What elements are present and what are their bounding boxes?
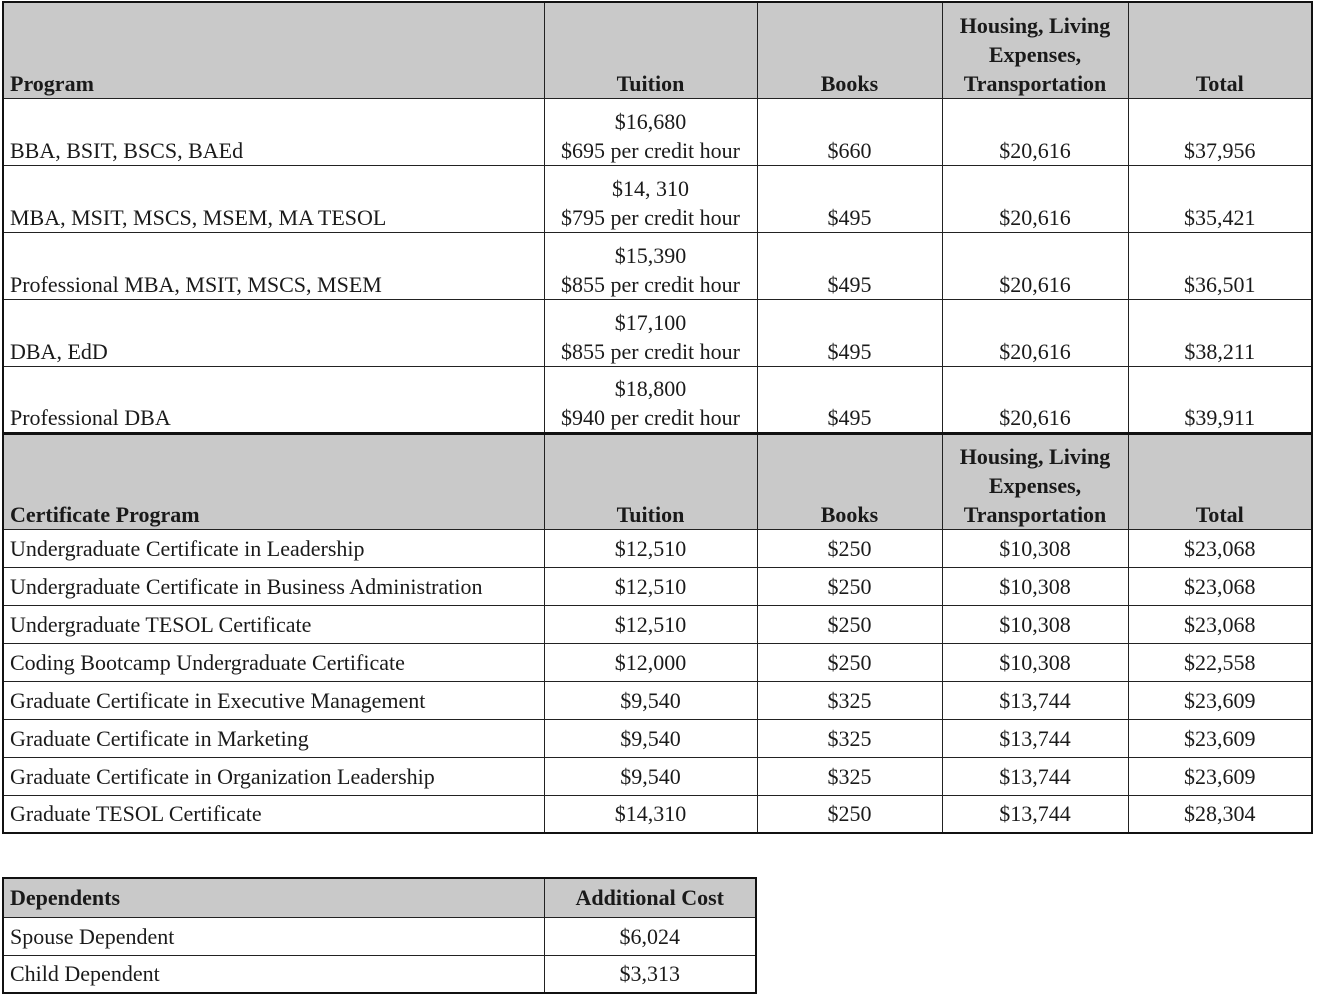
books-cell: $660 bbox=[757, 98, 942, 165]
program-row bbox=[3, 366, 1312, 433]
tuition-cell: $9,540 bbox=[544, 681, 757, 719]
housing-cell: $20,616 bbox=[942, 366, 1128, 433]
total-column-header: Total bbox=[1128, 2, 1312, 98]
housing-cell: $10,308 bbox=[942, 567, 1128, 605]
total-cell: $38,211 bbox=[1128, 299, 1312, 366]
housing-column-header bbox=[942, 2, 1128, 98]
housing-cell: $13,744 bbox=[942, 681, 1128, 719]
housing-header-line: Housing, Living bbox=[959, 443, 1111, 469]
dependents-table bbox=[2, 877, 757, 994]
total-cell: $39,911 bbox=[1128, 366, 1312, 433]
housing-header-line: Transportation bbox=[963, 501, 1107, 527]
housing-header-line: Housing, Living bbox=[959, 12, 1111, 38]
total-cell: $22,558 bbox=[1128, 643, 1312, 681]
housing-cell: $20,616 bbox=[942, 98, 1128, 165]
books-cell: $250 bbox=[757, 643, 942, 681]
program-name: Professional MBA, MSIT, MSCS, MSEM bbox=[3, 232, 544, 299]
total-cell: $23,068 bbox=[1128, 567, 1312, 605]
program-row bbox=[3, 165, 1312, 232]
total-cell: $28,304 bbox=[1128, 795, 1312, 833]
housing-column-header bbox=[942, 433, 1128, 529]
cost-table bbox=[2, 1, 1313, 834]
housing-cell: $20,616 bbox=[942, 299, 1128, 366]
certificate-name: Undergraduate TESOL Certificate bbox=[3, 605, 544, 643]
books-cell: $325 bbox=[757, 681, 942, 719]
housing-header-line: Transportation bbox=[963, 70, 1107, 96]
tuition-amount: $17,100 bbox=[614, 309, 687, 335]
tuition-cell bbox=[544, 165, 757, 232]
books-column-header: Books bbox=[757, 2, 942, 98]
books-column-header: Books bbox=[757, 433, 942, 529]
tuition-cell: $12,510 bbox=[544, 605, 757, 643]
tuition-amount: $18,800 bbox=[614, 375, 687, 401]
dependent-name: Spouse Dependent bbox=[3, 917, 544, 955]
housing-cell: $13,744 bbox=[942, 757, 1128, 795]
total-cell: $35,421 bbox=[1128, 165, 1312, 232]
housing-cell: $10,308 bbox=[942, 529, 1128, 567]
program-row bbox=[3, 299, 1312, 366]
certificate-header-row bbox=[3, 433, 1312, 529]
total-cell: $36,501 bbox=[1128, 232, 1312, 299]
housing-cell: $10,308 bbox=[942, 605, 1128, 643]
tuition-cell: $14,310 bbox=[544, 795, 757, 833]
books-cell: $250 bbox=[757, 605, 942, 643]
additional-cost-cell: $3,313 bbox=[544, 955, 756, 993]
program-name: Professional DBA bbox=[3, 366, 544, 433]
credit-hour-rate: $940 per credit hour bbox=[561, 404, 740, 430]
housing-cell: $10,308 bbox=[942, 643, 1128, 681]
housing-cell: $20,616 bbox=[942, 165, 1128, 232]
tuition-amount: $16,680 bbox=[614, 108, 687, 134]
tuition-cell: $9,540 bbox=[544, 757, 757, 795]
tuition-cell bbox=[544, 232, 757, 299]
housing-cell: $13,744 bbox=[942, 795, 1128, 833]
tuition-column-header: Tuition bbox=[544, 433, 757, 529]
housing-header-line: Expenses, bbox=[988, 472, 1082, 498]
program-row bbox=[3, 232, 1312, 299]
cost-table-body bbox=[3, 2, 1312, 833]
books-cell: $495 bbox=[757, 299, 942, 366]
tuition-cell bbox=[544, 366, 757, 433]
books-cell: $250 bbox=[757, 795, 942, 833]
certificate-name: Graduate TESOL Certificate bbox=[3, 795, 544, 833]
total-cell: $23,609 bbox=[1128, 681, 1312, 719]
books-cell: $250 bbox=[757, 529, 942, 567]
additional-cost-cell: $6,024 bbox=[544, 917, 756, 955]
certificate-name: Undergraduate Certificate in Business Administration bbox=[3, 567, 544, 605]
dependents-header-row bbox=[3, 878, 756, 917]
certificate-row bbox=[3, 681, 1312, 719]
certificate-row bbox=[3, 643, 1312, 681]
tuition-cell: $12,510 bbox=[544, 567, 757, 605]
certificate-name: Undergraduate Certificate in Leadership bbox=[3, 529, 544, 567]
certificate-row bbox=[3, 567, 1312, 605]
certificate-name: Graduate Certificate in Executive Management bbox=[3, 681, 544, 719]
credit-hour-rate: $795 per credit hour bbox=[561, 204, 740, 230]
tuition-amount: $15,390 bbox=[614, 242, 687, 268]
tuition-amount: $14, 310 bbox=[612, 175, 689, 201]
books-cell: $250 bbox=[757, 567, 942, 605]
books-cell: $325 bbox=[757, 719, 942, 757]
program-name: MBA, MSIT, MSCS, MSEM, MA TESOL bbox=[3, 165, 544, 232]
housing-header-line: Expenses, bbox=[988, 41, 1082, 67]
books-cell: $495 bbox=[757, 366, 942, 433]
certificate-row bbox=[3, 719, 1312, 757]
total-cell: $37,956 bbox=[1128, 98, 1312, 165]
total-cell: $23,068 bbox=[1128, 529, 1312, 567]
books-cell: $495 bbox=[757, 232, 942, 299]
certificate-row bbox=[3, 757, 1312, 795]
program-row bbox=[3, 98, 1312, 165]
tuition-cell: $12,000 bbox=[544, 643, 757, 681]
tuition-cell: $9,540 bbox=[544, 719, 757, 757]
total-cell: $23,068 bbox=[1128, 605, 1312, 643]
program-header-row bbox=[3, 2, 1312, 98]
credit-hour-rate: $855 per credit hour bbox=[561, 271, 740, 297]
dependent-row bbox=[3, 917, 756, 955]
dependent-row bbox=[3, 955, 756, 993]
certificate-row bbox=[3, 795, 1312, 833]
total-cell: $23,609 bbox=[1128, 757, 1312, 795]
books-cell: $325 bbox=[757, 757, 942, 795]
total-column-header: Total bbox=[1128, 433, 1312, 529]
additional-cost-column-header: Additional Cost bbox=[544, 878, 756, 917]
certificate-program-column-header: Certificate Program bbox=[3, 433, 544, 529]
total-cell: $23,609 bbox=[1128, 719, 1312, 757]
books-cell: $495 bbox=[757, 165, 942, 232]
certificate-name: Coding Bootcamp Undergraduate Certificate bbox=[3, 643, 544, 681]
certificate-row bbox=[3, 529, 1312, 567]
certificate-name: Graduate Certificate in Organization Leadership bbox=[3, 757, 544, 795]
program-column-header: Program bbox=[3, 2, 544, 98]
certificate-name: Graduate Certificate in Marketing bbox=[3, 719, 544, 757]
tuition-cell bbox=[544, 299, 757, 366]
tuition-cell bbox=[544, 98, 757, 165]
housing-cell: $13,744 bbox=[942, 719, 1128, 757]
credit-hour-rate: $855 per credit hour bbox=[561, 338, 740, 364]
program-name: DBA, EdD bbox=[3, 299, 544, 366]
dependents-column-header: Dependents bbox=[3, 878, 544, 917]
dependent-name: Child Dependent bbox=[3, 955, 544, 993]
credit-hour-rate: $695 per credit hour bbox=[561, 137, 740, 163]
program-name: BBA, BSIT, BSCS, BAEd bbox=[3, 98, 544, 165]
certificate-row bbox=[3, 605, 1312, 643]
tuition-cell: $12,510 bbox=[544, 529, 757, 567]
housing-cell: $20,616 bbox=[942, 232, 1128, 299]
tuition-column-header: Tuition bbox=[544, 2, 757, 98]
dependents-table-body bbox=[3, 878, 756, 993]
